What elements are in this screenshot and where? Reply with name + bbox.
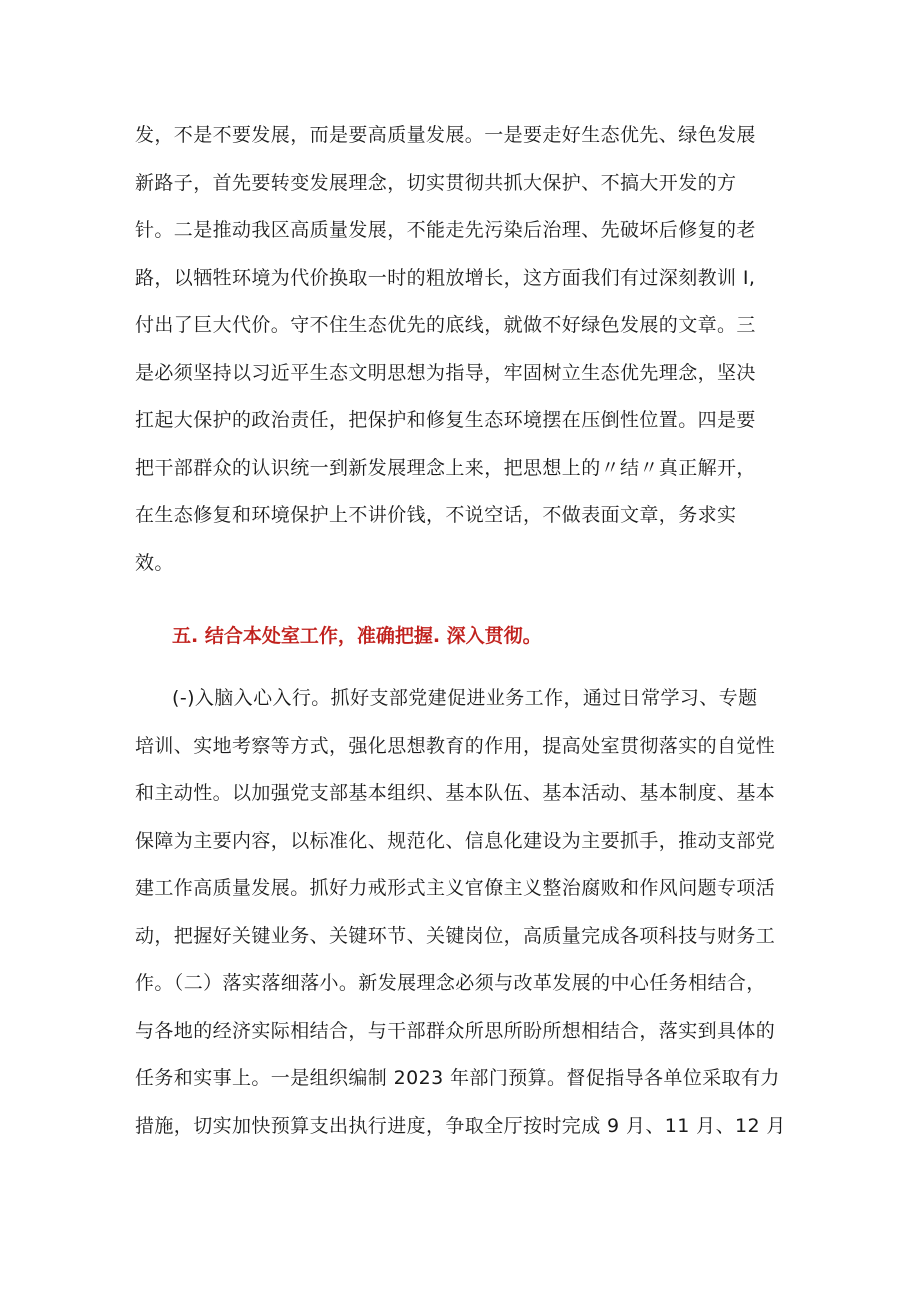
paragraph-2-line-8: 与各地的经济实际相结合，与干部群众所思所盼所想相结合，落实到具体的 xyxy=(135,1020,776,1042)
paragraph-2-line-10: 措施，切实加快预算支出执行进度，争取全厅按时完成 9 月、11 月、12 月 xyxy=(135,1115,786,1137)
paragraph-1-line-3: 针。二是推动我区高质量发展，不能走先污染后治理、先破坏后修复的老 xyxy=(135,219,756,241)
paragraph-1-line-4: 路，以牺牲环境为代价换取一时的粗放增长，这方面我们有过深刻教训 I, xyxy=(135,267,756,289)
paragraph-1-line-6: 是必须坚持以习近平生态文明思想为指导，牢固树立生态优先理念，坚决 xyxy=(135,362,756,384)
paragraph-2-line-3: 和主动性。以加强党支部基本组织、基本队伍、基本活动、基本制度、基本 xyxy=(135,782,776,804)
paragraph-1-line-5: 付出了巨大代价。守不住生态优先的底线，就做不好绿色发展的文章。三 xyxy=(135,314,756,336)
paragraph-1-line-2: 新路子，首先要转变发展理念，切实贯彻共抓大保护、不搞大开发的方 xyxy=(135,172,737,194)
paragraph-2-line-4: 保障为主要内容，以标准化、规范化、信息化建设为主要抓手，推动支部党 xyxy=(135,830,776,852)
paragraph-2-line-7: 作。（二）落实落细落小。新发展理念必须与改革发展的中心任务相结合， xyxy=(135,972,766,994)
paragraph-2-line-6: 动，把握好关键业务、关键环节、关键岗位，高质量完成各项科技与财务工 xyxy=(135,925,776,947)
paragraph-1-line-7: 扛起大保护的政治责任，把保护和修复生态环境摆在压倒性位置。四是要 xyxy=(135,409,756,431)
paragraph-2-line-1: (-)入脑入心入行。抓好支部党建促进业务工作，通过日常学习、专题 xyxy=(172,687,758,709)
paragraph-1-line-9: 在生态修复和环境保护上不讲价钱，不说空话，不做表面文章，务求实 xyxy=(135,504,737,526)
paragraph-2-line-2: 培训、实地考察等方式，强化思想教育的作用，提高处室贯彻落实的自觉性 xyxy=(135,735,776,757)
section-heading: 五. 结合本处室工作，准确把握. 深入贯彻。 xyxy=(172,625,542,647)
paragraph-2-line-5: 建工作高质量发展。抓好力戒形式主义官僚主义整治腐败和作风问题专项活 xyxy=(135,877,776,899)
paragraph-1-line-1: 发，不是不要发展，而是要高质量发展。一是要走好生态优先、绿色发展 xyxy=(135,124,756,146)
paragraph-1-line-8: 把干部群众的认识统一到新发展理念上来，把思想上的〃结〃真正解开， xyxy=(135,457,756,479)
paragraph-1-line-10: 效。 xyxy=(135,552,174,574)
paragraph-2-line-9: 任务和实事上。一是组织编制 2023 年部门预算。督促指导各单位采取有力 xyxy=(135,1067,780,1089)
